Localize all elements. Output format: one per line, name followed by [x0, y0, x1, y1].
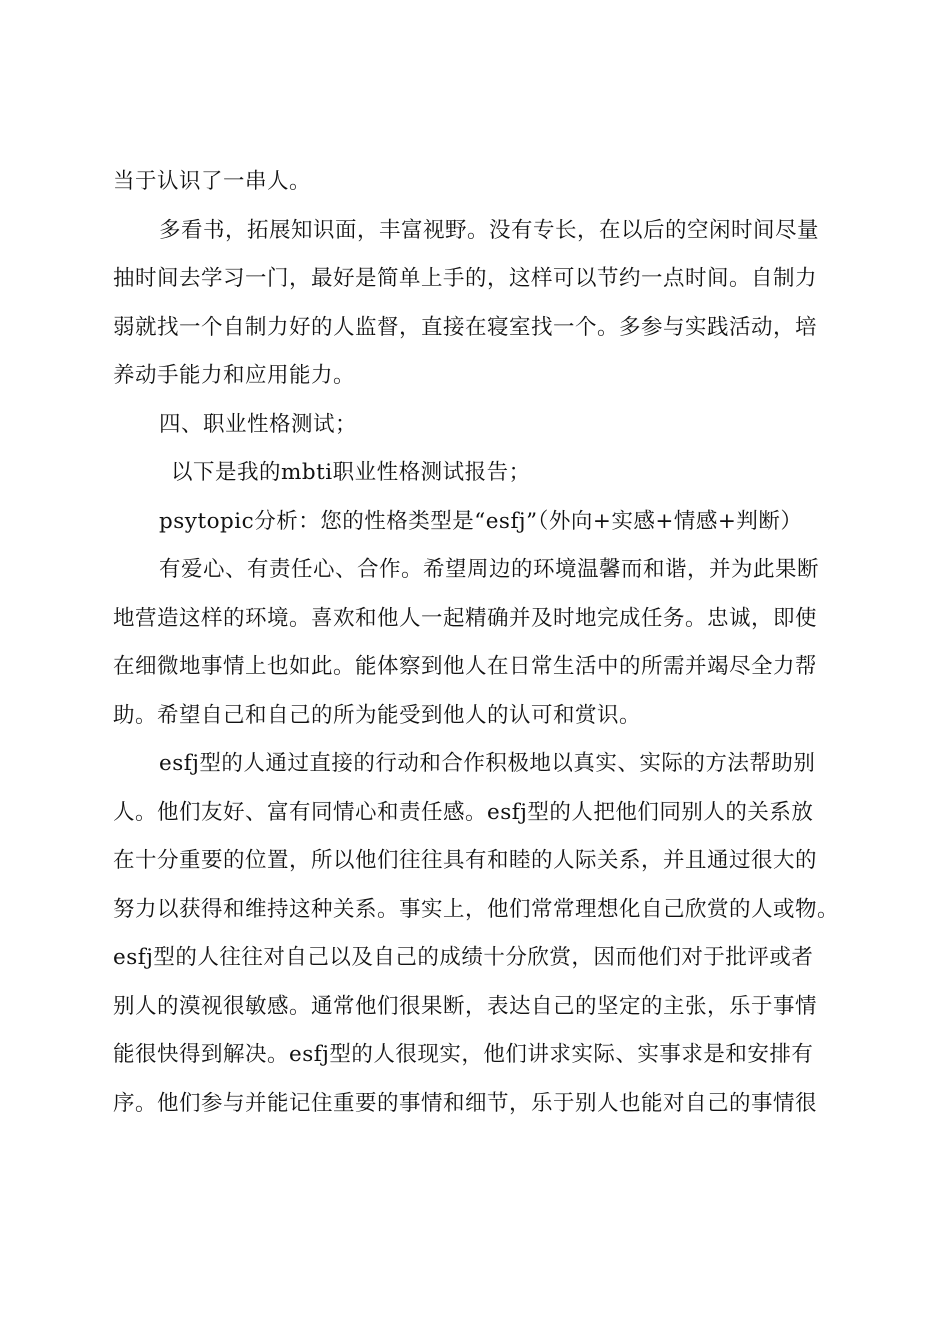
text-line: 人。他们友好、富有同情心和责任感。esfj型的人把他们同别人的关系放: [113, 799, 814, 825]
text-line: 有爱心、有责任心、合作。希望周边的环境温馨而和谐，并为此果断: [159, 557, 820, 582]
text-line: esfj型的人往往对自己以及自己的成绩十分欣赏，因而他们对于批评或者: [113, 945, 814, 970]
text-line: psytopic分析：您的性格类型是“esfj”（外向+实感+情感+判断）: [159, 508, 803, 534]
text-line: 在细微地事情上也如此。能体察到他人在日常生活中的所需并竭尽全力帮: [113, 654, 818, 679]
text-line: 在十分重要的位置，所以他们往往具有和睦的人际关系，并且通过很大的: [113, 848, 818, 873]
text-line: esfj型的人通过直接的行动和合作积极地以真实、实际的方法帮助别: [159, 751, 816, 776]
text-line: 能很快得到解决。esfj型的人很现实，他们讲求实际、实事求是和安排有: [113, 1042, 814, 1067]
text-line: 抽时间去学习一门，最好是简单上手的，这样可以节约一点时间。自制力: [113, 266, 818, 291]
text-line: 助。希望自己和自己的所为能受到他人的认可和赏识。: [113, 702, 642, 728]
text-line: 以下是我的mbti职业性格测试报告；: [171, 460, 531, 485]
text-line: 当于认识了一串人。: [113, 169, 312, 194]
text-line: 努力以获得和维持这种关系。事实上，他们常常理想化自己欣赏的人或物。: [113, 896, 840, 922]
text-line: 养动手能力和应用能力。: [113, 363, 356, 388]
section-heading: 四、职业性格测试；: [159, 411, 358, 437]
document-body: [113, 158, 839, 1128]
text-line: 序。他们参与并能记住重要的事情和细节，乐于别人也能对自己的事情很: [113, 1090, 818, 1116]
text-line: 多看书，拓展知识面，丰富视野。没有专长，在以后的空闲时间尽量: [159, 217, 820, 243]
text-line: 别人的漠视很敏感。通常他们很果断，表达自己的坚定的主张，乐于事情: [113, 993, 818, 1019]
text-line: 地营造这样的环境。喜欢和他人一起精确并及时地完成任务。忠诚，即使: [113, 605, 818, 631]
text-line: 弱就找一个自制力好的人监督，直接在寝室找一个。多参与实践活动，培: [113, 314, 818, 340]
